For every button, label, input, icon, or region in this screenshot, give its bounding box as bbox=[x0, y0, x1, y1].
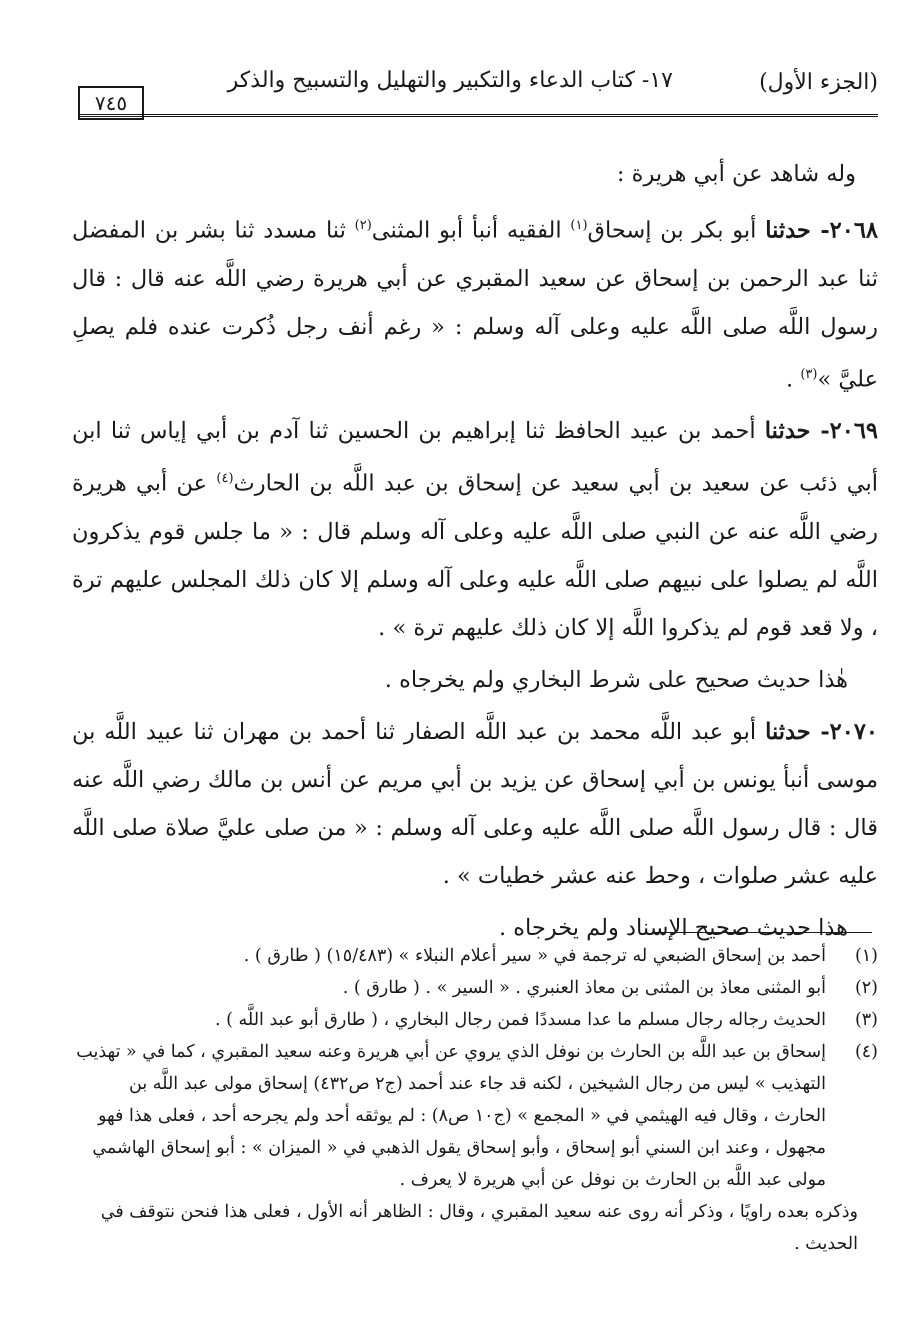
page-number: ٧٤٥ bbox=[78, 86, 144, 120]
intro-line: وله شاهد عن أبي هريرة : bbox=[616, 161, 856, 187]
footnote-marker: (٤) bbox=[216, 471, 234, 486]
footnote-2 bbox=[72, 972, 878, 1004]
hadith-opening: حدثنا bbox=[764, 418, 811, 444]
hadith-2070: ٢٠٧٠- حدثنا أبو عبد اللَّه محمد بن عبد اللَّه الصفار ثنا أحمد بن مهران ثنا عبيد اللَّه بن موسى أنبأ يونس بن أبي إسحاق عن يزيد بن أبي مريم عن أنس بن مالك رضي اللَّه عنه قال : قال رسول اللَّه صلى اللَّه عليه وعلى آله وسلم : « من صلى عليَّ صلاة صلى اللَّه عليه عشر صلوات ، وحط عنه عشر خطيات » . bbox=[72, 718, 879, 889]
hadith-text: أحمد بن عبيد الحافظ ثنا إبراهيم بن الحسين ثنا آدم بن أبي إياس ثنا ابن أبي ذئب عن سعيد بن أبي سعيد عن إسحاق بن عبد اللَّه بن الحارث bbox=[72, 418, 878, 497]
hadith-text: أبو بكر بن إسحاق bbox=[587, 217, 757, 244]
footnote-marker: (٢) bbox=[354, 218, 372, 233]
chapter-title: ١٧- كتاب الدعاء والتكبير والتهليل والتسبيح والذكر bbox=[227, 68, 673, 93]
footnote-1 bbox=[72, 940, 878, 972]
footnote-number: (٤) bbox=[854, 1042, 878, 1062]
hadith-2068: ٢٠٦٨- حدثنا أبو بكر بن إسحاق$^{(١)}$ الفقيه أنبأ أبو المثنى$^{(٢)}$ ثنا مسدد ثنا بشر بن المفضل ثنا عبد الرحمن بن إسحاق عن سعيد المقبري عن أبي هريرة رضي اللَّه عنه قال : قال رسول اللَّه صلى اللَّه عليه وعلى آله وسلم : « رغم أنف رجل ذُكرت عنده فلم يصلِ عليَّ »$^{(٣)}$ . bbox=[72, 217, 879, 392]
hadith-number: ٢٠٦٨ bbox=[829, 217, 879, 244]
hadith-grading: هذا حديث صحيح الإسناد ولم يخرجاه . bbox=[498, 914, 848, 941]
hadith-text: الفقيه أنبأ أبو المثنى bbox=[371, 217, 571, 244]
footnote-number: (١) bbox=[854, 946, 878, 966]
main-text bbox=[72, 150, 878, 952]
footnote-marker: (٣) bbox=[800, 366, 818, 382]
volume-label: (الجزء الأول) bbox=[759, 70, 878, 95]
footnote-number: (٢) bbox=[854, 978, 878, 998]
hadith-opening: حدثنا bbox=[765, 217, 811, 244]
footnote-text: أحمد بن إسحاق الضبعي له ترجمة في « سير أعلام النبلاء » (١٥/٤٨٣) ( طارق ) . bbox=[243, 946, 826, 966]
hadith-text: . bbox=[786, 366, 801, 392]
footnote-separator bbox=[654, 932, 872, 933]
footnote-marker: (١) bbox=[570, 218, 588, 233]
hadith-text: عن أبي هريرة رضي اللَّه عنه عن النبي صلى اللَّه عليه وعلى آله وسلم قال : « ما جلس قوم يذكرون اللَّه لم يصلوا على نبيهم صلى اللَّه عليه وعلى آله وسلم إلا كان ذلك المجلس عليهم ترة ، ولا قعد قوم لم يذكروا اللَّه إلا كان ذلك عليهم ترة » . bbox=[72, 470, 878, 641]
hadith-2069: ٢٠٦٩- حدثنا أحمد بن عبيد الحافظ ثنا إبراهيم بن الحسين ثنا آدم بن أبي إياس ثنا ابن أبي ذئب عن سعيد بن أبي سعيد عن إسحاق بن عبد اللَّه بن الحارث$^{(٤)}$ عن أبي هريرة رضي اللَّه عنه عن النبي صلى اللَّه عليه وعلى آله وسلم قال : « ما جلس قوم يذكرون اللَّه لم يصلوا على نبيهم صلى اللَّه عليه وعلى آله وسلم إلا كان ذلك المجلس عليهم ترة ، ولا قعد قوم لم يذكروا اللَّه إلا كان ذلك عليهم ترة » . bbox=[72, 418, 879, 641]
footnote-continuation: وذكره بعده راويًا ، وذكر أنه روى عنه سعيد المقبري ، وقال : الظاهر أنه الأول ، فعلى هذا فنحن نتوقف في الحديث . bbox=[100, 1202, 858, 1254]
header-rule bbox=[78, 114, 878, 117]
footnote-text: الحديث رجاله رجال مسلم ما عدا مسددًا فمن رجال البخاري ، ( طارق أبو عبد اللَّه ) . bbox=[215, 1010, 826, 1030]
footnote-3 bbox=[72, 1004, 878, 1036]
hadith-opening: حدثنا bbox=[765, 718, 811, 745]
footnotes bbox=[72, 940, 878, 1260]
footnote-text: أبو المثنى معاذ بن المثنى بن معاذ العنبري . « السير » . ( طارق ) . bbox=[342, 978, 826, 998]
hadith-text: أبو عبد اللَّه محمد بن عبد اللَّه الصفار ثنا أحمد بن مهران ثنا عبيد اللَّه بن موسى أنبأ يونس بن أبي إسحاق عن يزيد بن أبي مريم عن أنس بن مالك رضي اللَّه عنه قال : قال رسول اللَّه صلى اللَّه عليه وعلى آله وسلم : « من صلى عليَّ صلاة صلى اللَّه عليه عشر صلوات ، وحط عنه عشر خطيات » . bbox=[72, 718, 878, 889]
footnote-number: (٣) bbox=[854, 1010, 878, 1030]
hadith-number: ٢٠٦٩ bbox=[829, 418, 879, 444]
hadith-number: ٢٠٧٠ bbox=[829, 718, 879, 745]
hadith-text: ثنا مسدد ثنا بشر بن المفضل ثنا عبد الرحمن بن إسحاق عن سعيد المقبري عن أبي هريرة رضي اللَّه عنه قال : قال رسول اللَّه صلى اللَّه عليه وعلى آله وسلم : « رغم أنف رجل ذُكرت عنده فلم يصلِ عليَّ » bbox=[72, 217, 878, 392]
footnote-text: إسحاق بن عبد اللَّه بن الحارث بن نوفل الذي يروي عن أبي هريرة وعنه سعيد المقبري ، كما في « تهذيب التهذيب » ليس من رجال الشيخين ، لكنه قد جاء عند أحمد (ج٢ ص٤٣٢) إسحاق مولى عبد اللَّه بن الحارث ، وقال فيه الهيثمي في « المجمع » (ج١٠ ص٨) : لم يوثقه أحد ولم يجرحه أحد ، فعلى هذا فهو مجهول ، وعند ابن السني أبو إسحاق ، وأبو إسحاق يقول الذهبي في « الميزان » : أبو إسحاق الهاشمي مولى عبد اللَّه بن الحارث بن نوفل عن أبي هريرة لا يعرف . bbox=[76, 1042, 826, 1190]
running-header bbox=[78, 62, 878, 115]
footnote-4 bbox=[72, 1036, 878, 1196]
hadith-grading: هٰذا حديث صحيح على شرط البخاري ولم يخرجاه . bbox=[384, 666, 848, 693]
